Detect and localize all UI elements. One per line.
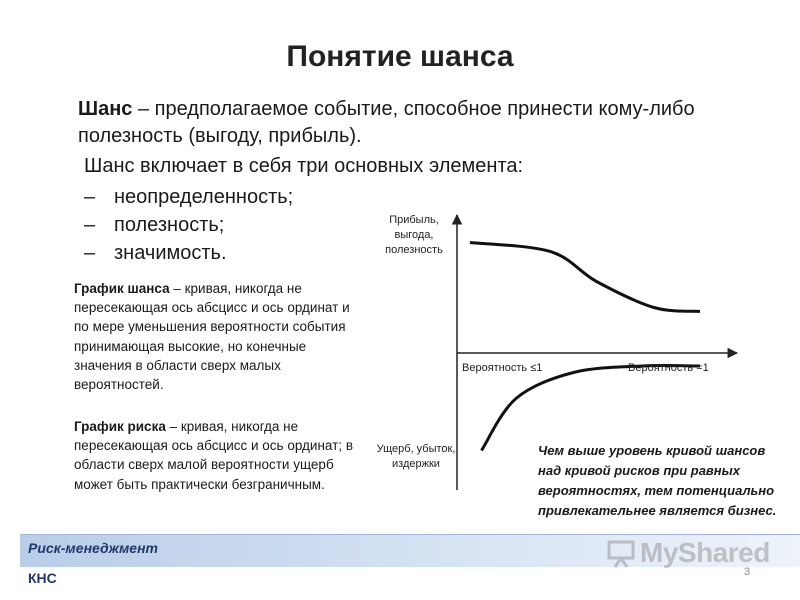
footer-org: КНС <box>28 570 57 586</box>
y-axis-top-label: Прибыль, выгода, полезность <box>385 214 443 256</box>
footer-course: Риск-менеджмент <box>28 540 158 556</box>
list-dash: – <box>84 242 96 264</box>
conclusion-note: Чем выше уровень кривой шансов над кривой рисков при равных вероятностях, тем потенциально привлекательнее является бизнес. <box>538 443 777 518</box>
page-number: 3 <box>744 566 751 578</box>
risk-graph-term: График риска <box>74 419 166 434</box>
list-dash: – <box>84 186 96 208</box>
definition-term: Шанс <box>78 98 133 120</box>
watermark-text: MyShared <box>640 537 770 568</box>
chance-curve <box>470 243 700 312</box>
presentation-board-icon <box>606 538 636 568</box>
watermark-logo <box>606 536 770 570</box>
elements-intro: Шанс включает в себя три основных элемента: <box>84 155 524 177</box>
list-item-text: полезность; <box>114 214 225 236</box>
x-axis-label-low: Вероятность ≤1 <box>462 362 543 374</box>
risk-curve <box>482 366 701 451</box>
definition-text: – предполагаемое событие, способное принести кому-либо полезность (выгоду, прибыль). <box>78 98 695 147</box>
slide-title: Понятие шанса <box>286 40 514 73</box>
chance-graph-term: График шанса <box>74 281 170 296</box>
y-axis-bottom-label: Ущерб, убыток, издержки <box>376 443 456 470</box>
list-dash: – <box>84 214 96 236</box>
chance-graph-text: – кривая, никогда не пересекающая ось абсцисс и ось ординат и по мере уменьшения вероятности события принимающая высокие, но конечные значения в области сверх малых вероятностей. <box>74 281 350 393</box>
x-axis-label-high: Вероятность =1 <box>628 362 709 374</box>
list-item-text: неопределенность; <box>114 186 294 208</box>
list-item-text: значимость. <box>114 242 227 264</box>
risk-graph-text: – кривая, никогда не пересекающая ось абсцисс и ось ординат; в области сверх малой вероятности ущерб может быть практически безграничным. <box>74 419 353 492</box>
